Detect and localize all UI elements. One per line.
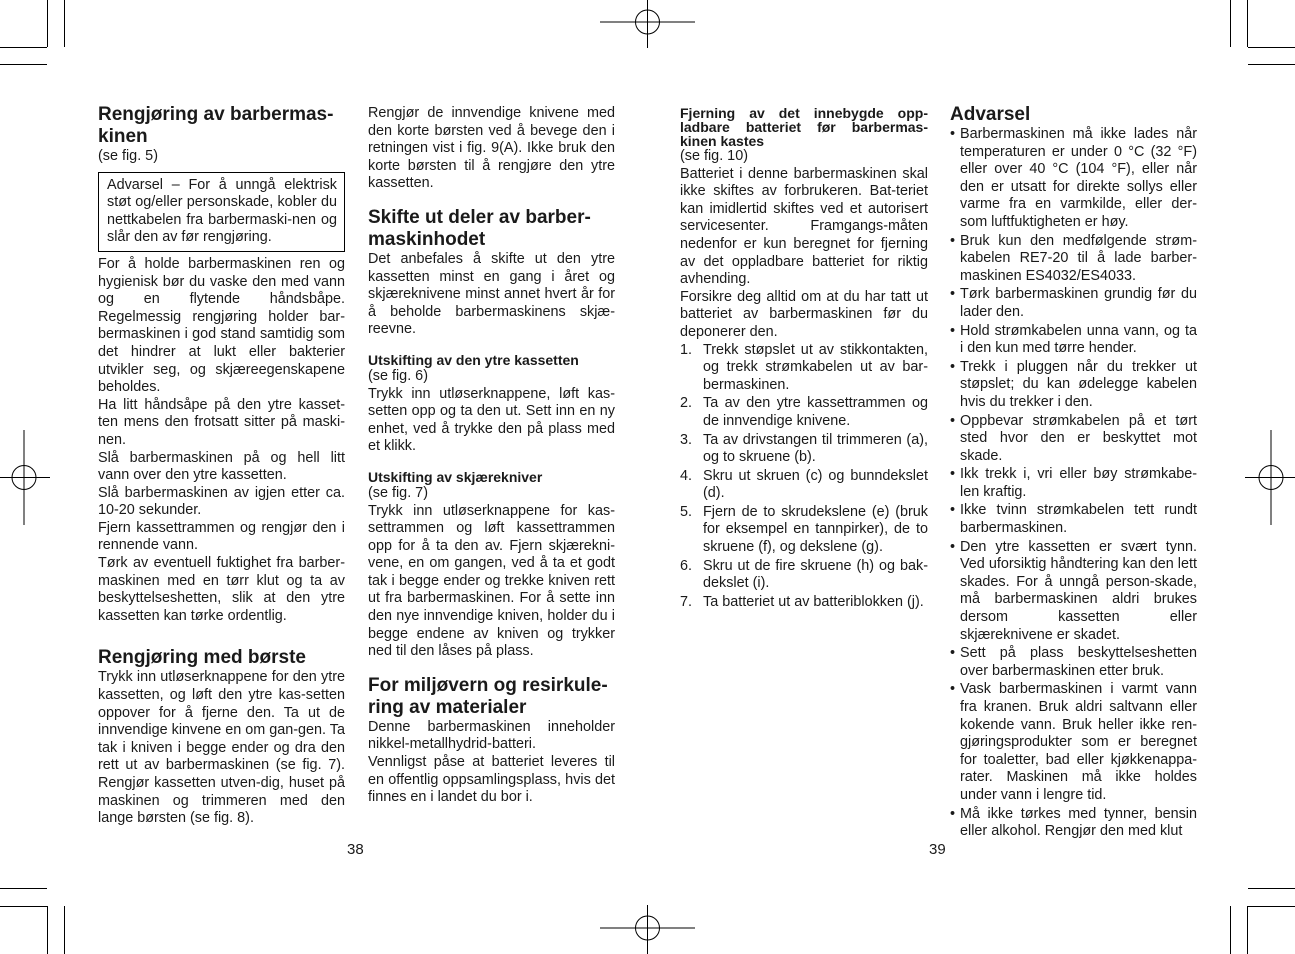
paragraph: Trykk inn utløserknappene, løft kas-setten opp og ta den ut. Sett inn en ny enhet, ved å trykke den på plass med et klikk. xyxy=(368,385,615,455)
list-item: • Oppbevar strømkabelen på et tørt sted hvor den er beskyttet mot skade. xyxy=(950,412,1197,464)
column-2 xyxy=(368,105,615,807)
heading-cleaning: Rengjøring av barbermas- kinen xyxy=(98,104,334,147)
registration-mark-icon xyxy=(600,905,695,954)
figure-reference: (se fig. 5) xyxy=(98,148,158,164)
paragraph: Vennligst påse at batteriet leveres til en offentlig oppsamlingsplass, hvis det finnes en i landet du bor i. xyxy=(368,754,615,806)
step-item: 2. Ta av den ytre kassettrammen og de innvendige knivene. xyxy=(680,395,928,429)
warning-box xyxy=(98,172,345,252)
paragraph: Forsikre deg alltid om at du har tatt ut batteriet av barbermaskinen før du deponerer den. xyxy=(680,288,928,340)
registration-mark-icon xyxy=(600,0,695,50)
column-3 xyxy=(680,106,928,612)
figure-reference: (se fig. 7) xyxy=(368,484,428,501)
list-item: • Barbermaskinen må ikke lades når temperaturen er under 0 °C (32 °F) eller over 40 °C (104 °F), eller når den er utsatt for direkte sollys eller varme fra en varmkilde, eller der-som luftfuktigheten er høy. xyxy=(950,126,1197,230)
list-item: • Vask barbermaskinen i varmt vann fra kranen. Bruk aldri saltvann eller kokende vann. Bruk heller ikke ren-gjøringsprodukter som er beregnet for toaletter, bad eller kjøkkenappa-rater. Maskinen må ikke holdes under vann i lengre tid. xyxy=(950,681,1197,803)
list-item: • Må ikke tørkes med tynner, bensin eller alkohol. Rengjør den med klut xyxy=(950,805,1197,840)
figure-reference: (se fig. 6) xyxy=(368,367,428,384)
paragraph: Tørk av eventuell fuktighet fra barber-maskinen med en tørr klut og ta av beskyttelseshetten, slik at den ytre kassetten kan tørke ordentlig. xyxy=(98,555,345,624)
page-number: 39 xyxy=(929,841,946,858)
step-item: 1. Trekk støpslet ut av stikkontakten, og trekk strømkabelen ut av bar-bermaskinen. xyxy=(680,341,928,393)
paragraph: Slå barbermaskinen av igjen etter ca. 10-20 sekunder. xyxy=(98,484,345,519)
column-1 xyxy=(98,104,345,828)
paragraph: Rengjør de innvendige knivene med den korte børsten ved å bevege den i retningen vist i fig. 9(A). Ikke bruk den korte børsten til å rengjøre den ytre kassetten. xyxy=(368,105,615,192)
paragraph: Slå barbermaskinen på og hell litt vann over den ytre kassetten. xyxy=(98,449,345,484)
heading-warning: Advarsel xyxy=(950,104,1031,125)
paragraph: Trykk inn utløserknappene for den ytre kassetten, og løft den ytre kas-setten oppover for å fjerne den. Ta ut de innvendige kinvene en om gan-gen. Ta tak i kniven i begge ender og dra den rett ut av barbermaskinen (se fig. 7). Rengjør kassetten utven-dig, huset på maskinen og trimmeren med den lange børsten (se fig. 8). xyxy=(98,669,345,827)
registration-mark-icon xyxy=(0,430,50,525)
heading-replace-parts: Skifte ut deler av barber- maskinhodet xyxy=(368,206,591,250)
paragraph: Trykk inn utløserknappene for kas-settrammen og løft kassettrammen opp for å ta den av. Fjern skjærekni-vene, en om gangen, ved å ta et godt tak i begge ender og trekke kniven rett ut fra barbermaskinen. For å sette inn den nye innvendige kniven, holder du i begge endene av kniven og trykker ned til den låses på plass. xyxy=(368,502,615,660)
figure-reference: (se fig. 10) xyxy=(680,148,748,164)
subheading-outer-foil: Utskifting av den ytre kassetten xyxy=(368,351,579,368)
heading-battery-removal: Fjerning av det innebygde opp-ladbare batteriet før barbermas-kinen kastes xyxy=(680,105,928,149)
paragraph: Batteriet i denne barbermaskinen skal ikke skiftes av forbrukeren. Bat-teriet kan imidlertid skiftes ved et autorisert servicesenter. Framgangs-måten nedenfor er kun beregnet for fjerning av det oppladbare batteriet for riktig avhending. xyxy=(680,165,928,288)
list-item: • Tørk barbermaskinen grundig før du lader den. xyxy=(950,286,1197,320)
paragraph: For å holde barbermaskinen ren og hygienisk bør du vaske den med vann og en flytende håndsbåpe. Regelmessig rengjøring holder bar-bermaskinen i god stand samtidig som det hindrer at lukt eller bakterier utvikler seg, og skjæreegenskapene beholdes. xyxy=(98,255,345,396)
warning-list xyxy=(950,126,1197,841)
list-item: • Den ytre kassetten er svært tynn. Ved uforsiktig håndtering kan den lett skades. For å unngå person-skade, må barbermaskinen aldri brukes dersom kassetten eller skjæreknivene er skadet. xyxy=(950,538,1197,643)
step-item: 6. Skru ut de fire skruene (h) og bak-dekslet (i). xyxy=(680,557,928,592)
list-item: • Bruk kun den medfølgende strøm-kabelen RE7-20 til å lade barber-maskinen ES4032/ES4033. xyxy=(950,232,1197,284)
step-item: 5. Fjern de to skrudekslene (e) (bruk for eksempel en tannpirker), de to skruene (f), og dekslene (g). xyxy=(680,503,928,556)
paragraph: Denne barbermaskinen inneholder nikkel-metallhydrid-batteri. xyxy=(368,718,615,753)
paragraph: Fjern kassettrammen og rengjør den i rennende vann. xyxy=(98,519,345,554)
subheading-blades: Utskifting av skjærekniver xyxy=(368,468,543,485)
paragraph: Ha litt håndsåpe på den ytre kasset-ten mens den frotsatt sitter på maski-nen. xyxy=(98,396,345,448)
step-item: 4. Skru ut skruen (c) og bunndekslet (d). xyxy=(680,467,928,502)
registration-mark-icon xyxy=(1245,430,1295,525)
paragraph: Det anbefales å skifte ut den ytre kassetten minst en gang i året og skjæreknivene minst annet hvert år for å beholde barbermaskinens skjæ-reevne. xyxy=(368,250,615,338)
list-item: • Ikk trekk i, vri eller bøy strømkabe-len kraftig. xyxy=(950,466,1197,500)
steps-list xyxy=(680,342,928,612)
column-4 xyxy=(950,104,1197,842)
heading-brush-cleaning: Rengjøring med børste xyxy=(98,647,306,669)
page-number: 38 xyxy=(347,841,364,858)
list-item: • Ikke tvinn strømkabelen tett rundt barbermaskinen. xyxy=(950,502,1197,537)
heading-environment: For miljøvern og resirkule- ring av materialer xyxy=(368,674,608,718)
warning-text: Advarsel – For å unngå elektrisk støt og/eller personskade, kobler du nettkabelen fra barbermaski-nen og slår den av før rengjøring. xyxy=(107,176,337,246)
step-item: 3. Ta av drivstangen til trimmeren (a), og to skruene (b). xyxy=(680,431,928,466)
list-item: • Trekk i pluggen når du trekker ut støpslet; du kan ødelegge kabelen hvis du trekker i den. xyxy=(950,358,1197,410)
step-item: 7. Ta batteriet ut av batteriblokken (j). xyxy=(680,593,924,610)
list-item: • Sett på plass beskyttelseshetten over barbermaskinen etter bruk. xyxy=(950,645,1197,679)
list-item: • Hold strømkabelen unna vann, og ta i den kun med tørre hender. xyxy=(950,322,1197,357)
